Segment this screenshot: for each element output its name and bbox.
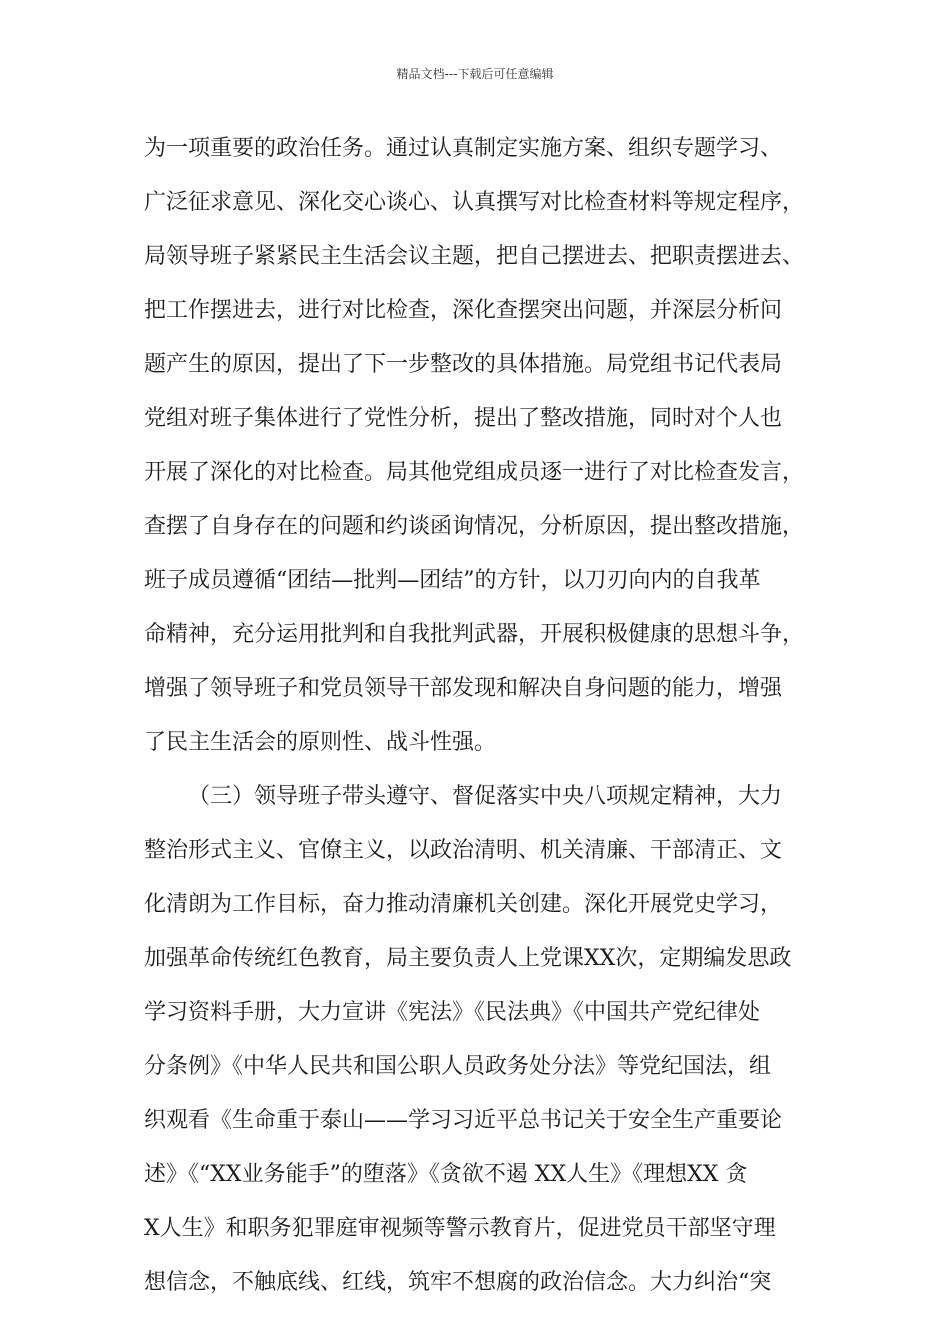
text-line: 班子成员遵循“团结—批判—团结”的方针，以刀刃向内的自我革 [144, 568, 761, 593]
text-line: 化清朗为工作目标，奋力推动清廉机关创建。深化开展党史学习， [144, 892, 783, 917]
text-line: 党组对班子集体进行了党性分析，提出了整改措施，同时对个人也 [144, 406, 783, 431]
text-line: 增强了领导班子和党员领导干部发现和解决自身问题的能力，增强 [144, 676, 783, 701]
document-body [144, 122, 824, 1310]
section-heading-line: （三）领导班子带头遵守、督促落实中央八项规定精神，大力 [188, 784, 783, 809]
text-line: 命精神，充分运用批判和自我批判武器，开展积极健康的思想斗争， [144, 622, 805, 647]
text-line: 学习资料手册，大力宣讲《宪法》《民法典》《中国共产党纪律处 [144, 1000, 761, 1025]
text-line: 题产生的原因，提出了下一步整改的具体措施。局党组书记代表局 [144, 352, 783, 377]
text-line: 述》《“XX业务能手”的堕落》《贪欲不遏 XX人生》《理想XX 贪 [144, 1162, 748, 1187]
text-line: 分条例》《中华人民共和国公职人员政务处分法》等党纪国法，组 [144, 1054, 772, 1079]
text-line: 局领导班子紧紧民主生活会议主题，把自己摆进去、把职责摆进去、 [144, 244, 805, 269]
text-line: 查摆了自身存在的问题和约谈函询情况，分析原因，提出整改措施， [144, 514, 805, 539]
text-line: X人生》和职务犯罪庭审视频等警示教育片，促进党员干部坚守理 [144, 1216, 776, 1241]
text-line: 加强革命传统红色教育，局主要负责人上党课XX次，定期编发思政 [144, 946, 792, 971]
text-line: 广泛征求意见、深化交心谈心、认真撰写对比检查材料等规定程序， [144, 190, 805, 215]
text-line: 整治形式主义、官僚主义，以政治清明、机关清廉、干部清正、文 [144, 838, 783, 863]
text-line: 为一项重要的政治任务。通过认真制定实施方案、组织专题学习、 [144, 136, 783, 161]
text-line: 把工作摆进去，进行对比检查，深化查摆突出问题，并深层分析问 [144, 298, 783, 323]
text-line: 想信念，不触底线、红线，筑牢不想腐的政治信念。大力纠治“突 [144, 1270, 772, 1295]
page-header: 精品文档---下载后可任意编辑 [396, 67, 554, 81]
text-line: 织观看《生命重于泰山——学习习近平总书记关于安全生产重要论 [144, 1108, 783, 1133]
text-line: 了民主生活会的原则性、战斗性强。 [144, 730, 497, 755]
text-line: 开展了深化的对比检查。局其他党组成员逐一进行了对比检查发言， [144, 460, 805, 485]
